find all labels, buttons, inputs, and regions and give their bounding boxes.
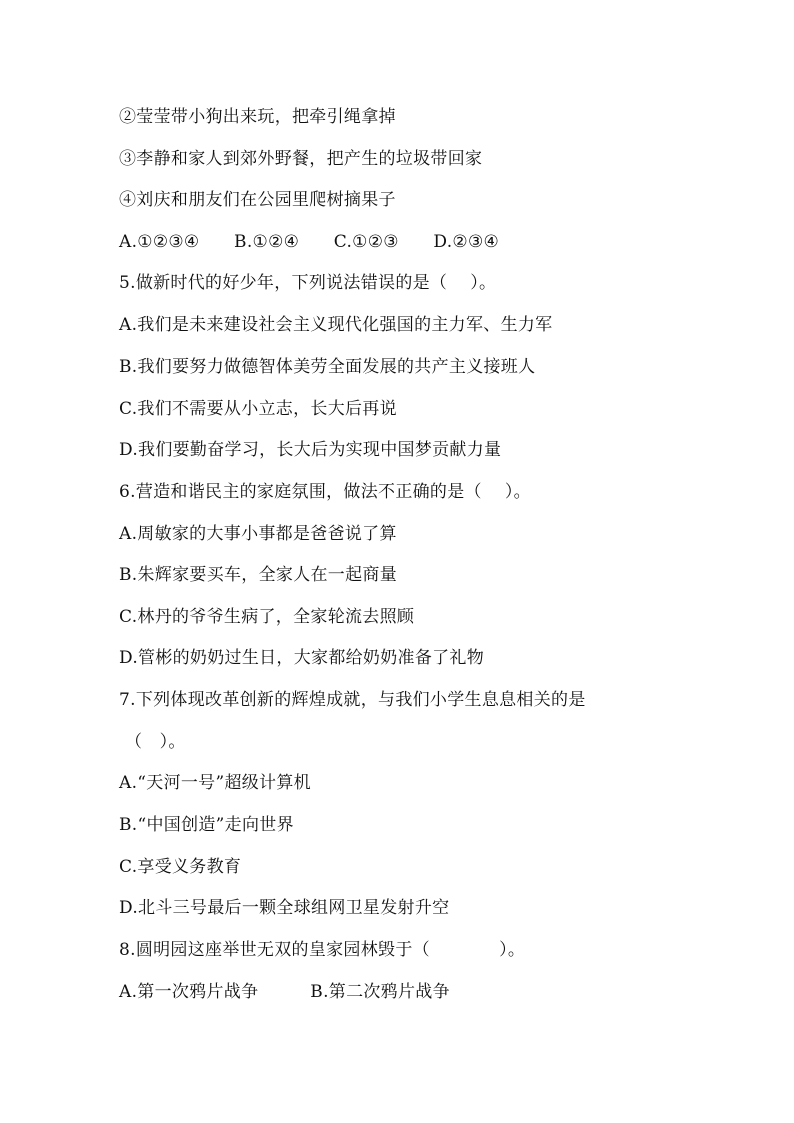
question-6: 6.营造和谐民主的家庭氛围，做法不正确的是（ ）。 [119,482,531,502]
q7-option-a: A.“天河一号”超级计算机 [119,773,311,793]
q5-option-d: D.我们要勤奋学习，长大后为实现中国梦贡献力量 [119,440,502,460]
list-item-3: ③李静和家人到郊外野餐，把产生的垃圾带回家 [119,149,483,169]
q7-option-b: B.“中国创造”走向世界 [119,815,294,835]
question-7: 7.下列体现改革创新的辉煌成就，与我们小学生息息相关的是 [119,690,586,710]
q8-options: A.第一次鸦片战争 B.第二次鸦片战争 [119,982,450,1002]
q5-option-b: B.我们要努力做德智体美劳全面发展的共产主义接班人 [119,357,536,377]
q7-option-c: C.享受义务教育 [119,857,242,877]
q6-option-d: D.管彬的奶奶过生日，大家都给奶奶准备了礼物 [119,648,485,668]
q7-option-d: D.北斗三号最后一颗全球组网卫星发射升空 [119,898,450,918]
q6-option-a: A.周敏家的大事小事都是爸爸说了算 [119,524,397,544]
q6-option-c: C.林丹的爷爷生病了，全家轮流去照顾 [119,607,415,627]
list-item-2: ②莹莹带小狗出来玩，把牵引绳拿掉 [119,107,396,127]
q6-option-b: B.朱辉家要买车，全家人在一起商量 [119,565,397,585]
q5-option-a: A.我们是未来建设社会主义现代化强国的主力军、生力军 [119,315,553,335]
q5-option-c: C.我们不需要从小立志，长大后再说 [119,399,397,419]
question-7-blank: （ ）。 [125,732,186,752]
list-item-4: ④刘庆和朋友们在公园里爬树摘果子 [119,190,396,210]
question-5: 5.做新时代的好少年，下列说法错误的是（ ）。 [119,273,497,293]
question-8: 8.圆明园这座举世无双的皇家园林毁于（ ）。 [119,940,526,960]
q4-options: A.①②③④ B.①②④ C.①②③ D.②③④ [119,232,500,252]
